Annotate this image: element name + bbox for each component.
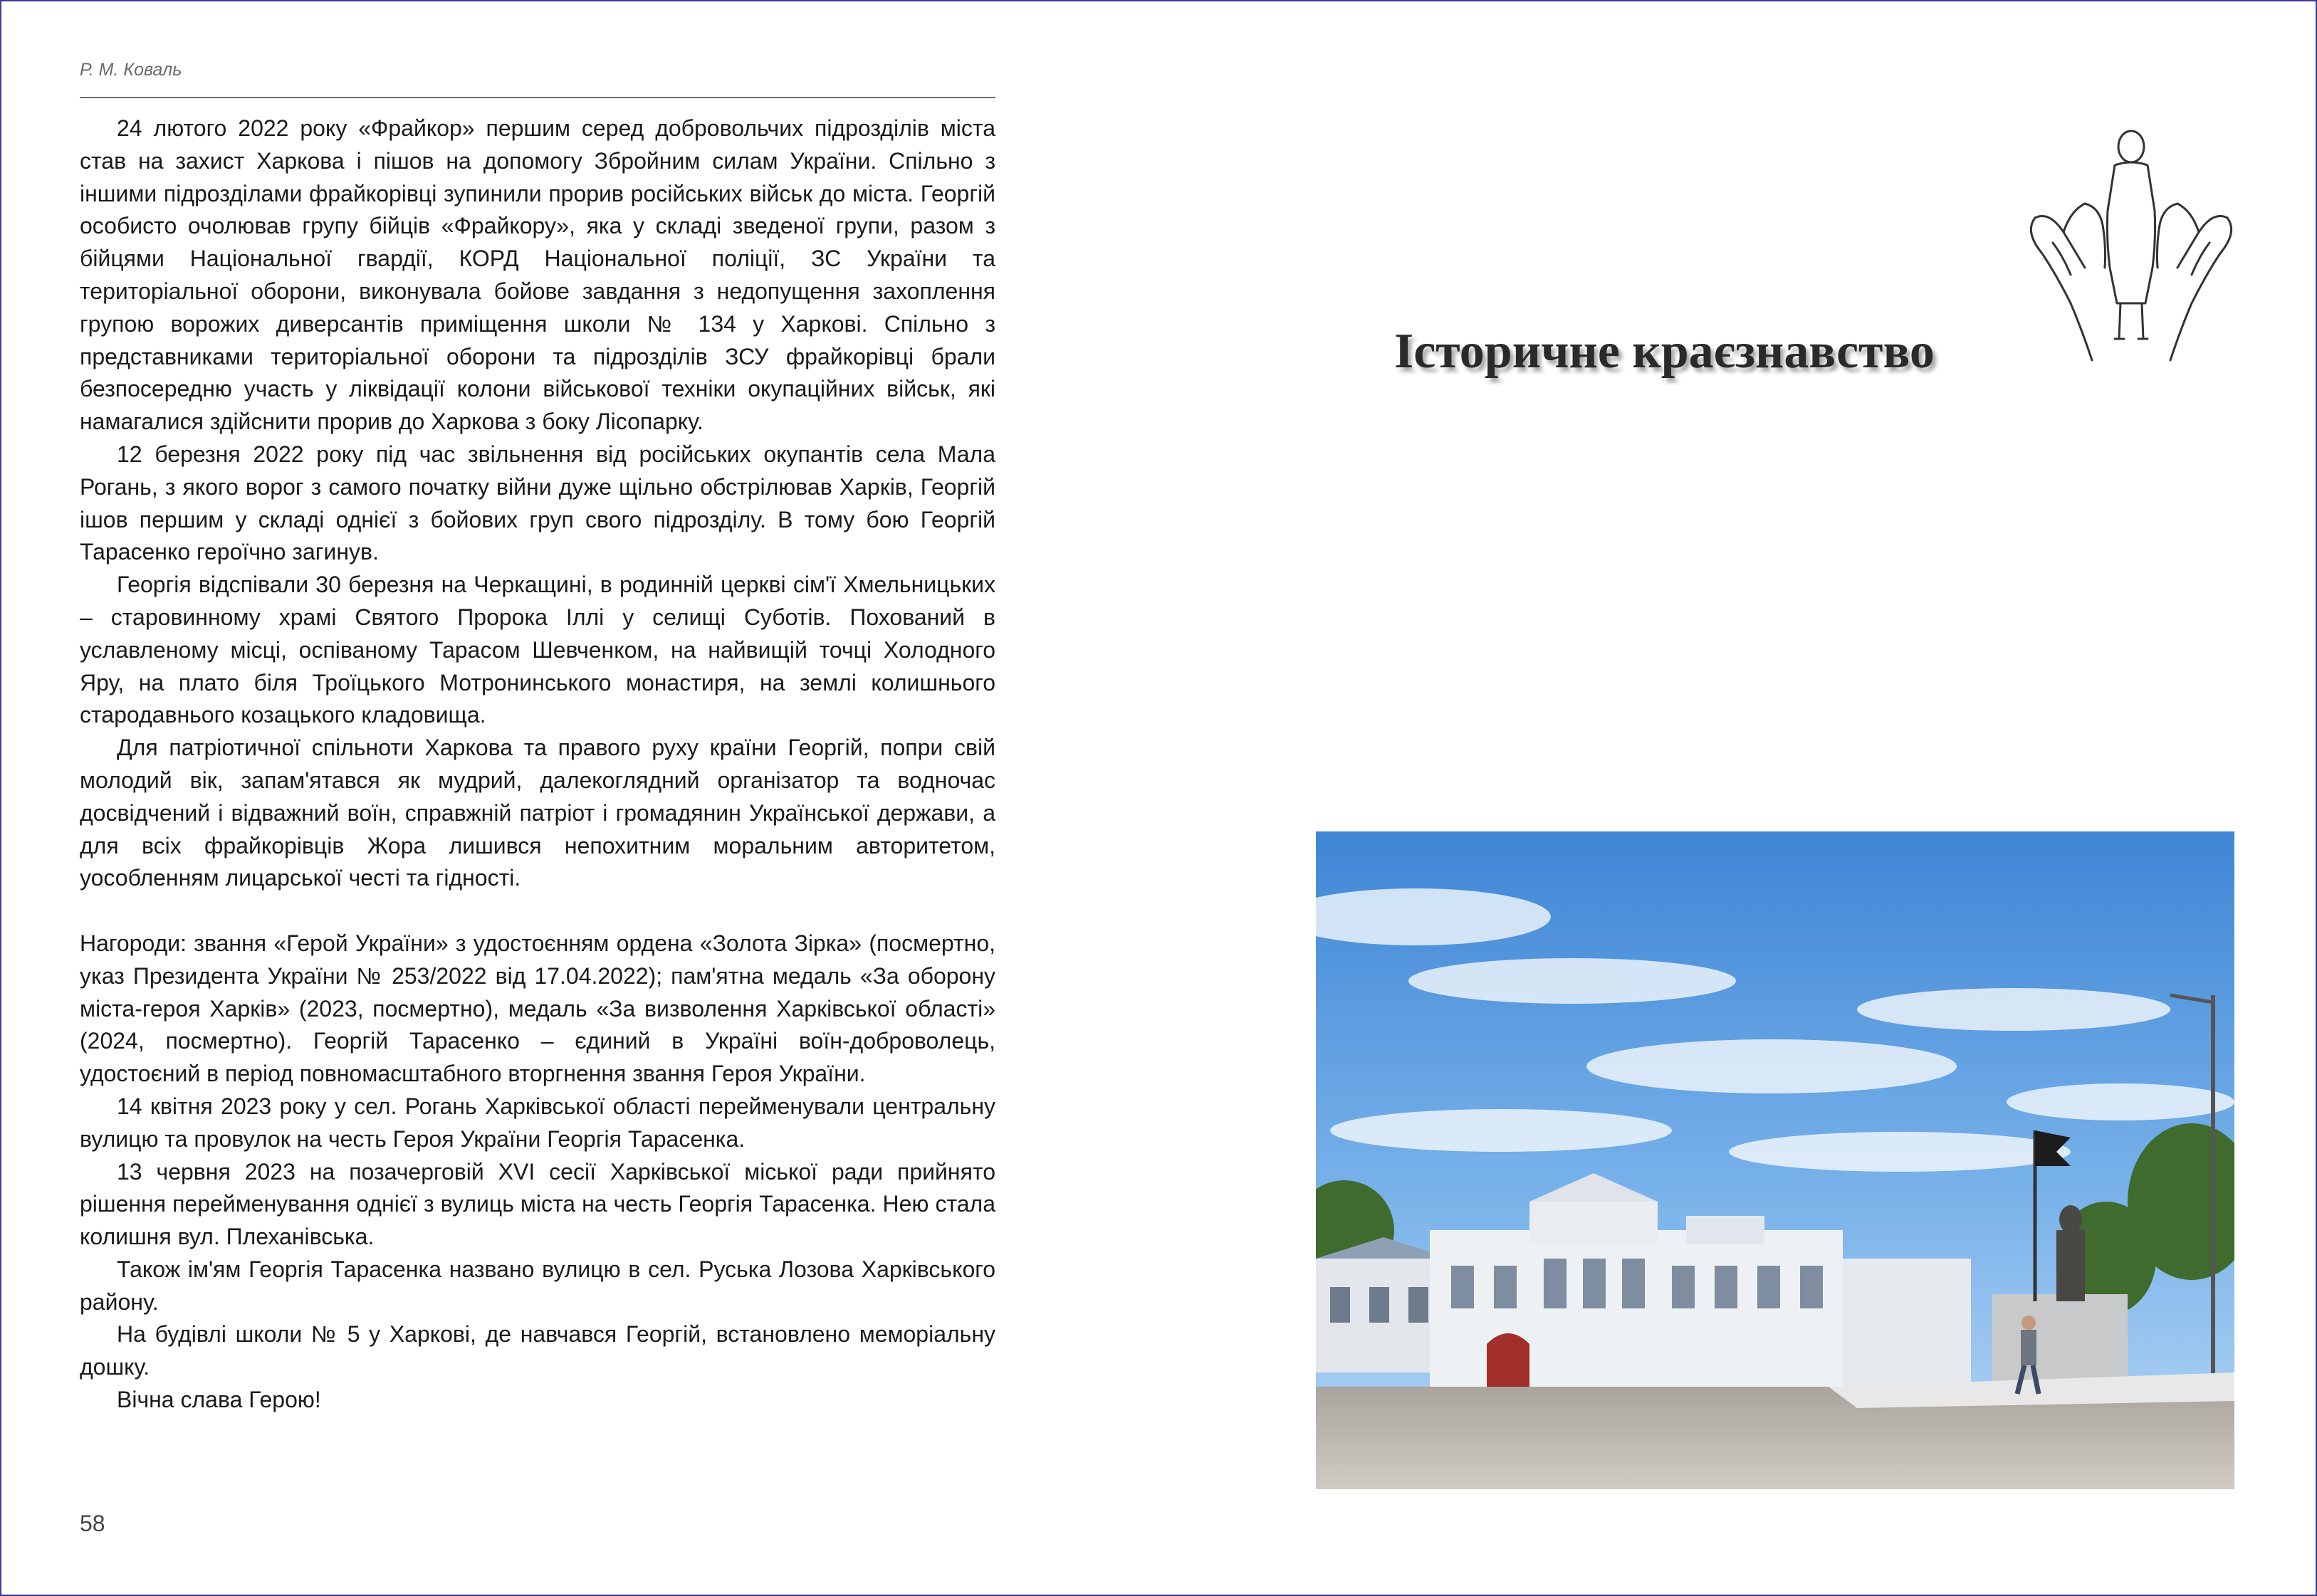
left-page [0,0,1158,1596]
awards-paragraph: Нагороди: звання «Герой України» з удостоєнням ордена «Золота Зірка» (посмертно, указ Президента України № 253/2022 від 17.04.2022); пам'ятна медаль «За оборону міста-героя Харків» (2023, посмертно), медаль «За визволення Харківської області» (2024, посмертно). Георгій Тарасенко – єдиний в Україні воїн-доброволець, удостоєний в період повномасштабного вторгнення звання Героя України. [80,930,995,1087]
paragraph: Для патріотичної спільноти Харкова та правого руху країни Георгій, попри свій молодий вік, запам'ятався як мудрий, далекоглядний організатор та водночас досвідчений і відважний воїн, справжній патріот і громадянин Української держави, а для всіх фрайкорівців Жора лишився непохитним моральним авторитетом, уособленням лицарської честі та гідності. [80,735,995,891]
header-rule [80,97,995,98]
paragraph: 12 березня 2022 року під час звільнення від російських окупантів села Мала Рогань, з якого ворог з самого початку війни дуже щільно обстрілював Харків, Георгій ішов першим у складі однієї з бойових груп свого підрозділу. В тому бою Георгій Тарасенко героїчно загинув. [80,441,995,565]
section-title: Історичне краєзнавство [1394,324,1935,379]
running-head-author: Р. М. Коваль [80,60,182,80]
article-body [80,112,995,1417]
paragraph: Також ім'ям Георгія Тарасенка названо вулицю в сел. Руська Лозова Харківського району. [80,1256,995,1315]
museum-building-photo [1316,831,2234,1489]
paragraph-gap [80,895,995,928]
paragraph: Георгія відспівали 30 березня на Черкащині, в родинній церкві сім'ї Хмельницьких – старовинному храмі Святого Пророка Іллі у селищі Суботів. Похований в уславленому місці, оспіваному Тарасом Шевченком, на найвищій точці Холодного Яру, на плато біля Троїцького Мотронинського монастиря, на землі колишнього стародавнього козацького кладовища. [80,572,995,728]
hands-holding-figure-icon [2021,125,2242,374]
paragraph: 14 квітня 2023 року у сел. Рогань Харківської області перейменували центральну вулицю та провулок на честь Героя України Георгія Тарасенка. [80,1093,995,1152]
paragraph: 13 червня 2023 на позачерговій XVI сесії Харківської міської ради прийнято рішення перейменування однієї з вулиць міста на честь Георгія Тарасенка. Нею стала колишня вул. Плеханівська. [80,1158,995,1250]
page-number: 58 [80,1511,105,1536]
paragraph: На будівлі школи № 5 у Харкові, де навчався Георгій, встановлено меморіальну дошку. [80,1321,995,1380]
paragraph: 24 лютого 2022 року «Фрайкор» першим серед добровольчих підрозділів міста став на захист Харкова і пішов на допомогу Збройним силам України. Спільно з іншими підрозділами фрайкорівці зупинили прорив російських військ до міста. Георгій особисто очолював групу бійців «Фрайкору», яка у складі зведеної групи, разом з бійцями Національної гвардії, КОРД Національної поліції, ЗС України та територіальної оборони, виконувала бойове завдання з недопущення захоплення групою ворожих диверсантів приміщення школи № 134 у Харкові. Спільно з представниками територіальної оборони та підрозділів ЗСУ фрайкорівці брали безпосередню участь у ліквідації колони військової техніки окупаційних військ, які намагалися здійснити прорив до Харкова з боку Лісопарку. [80,115,995,435]
closing-line: Вічна слава Герою! [117,1387,321,1413]
